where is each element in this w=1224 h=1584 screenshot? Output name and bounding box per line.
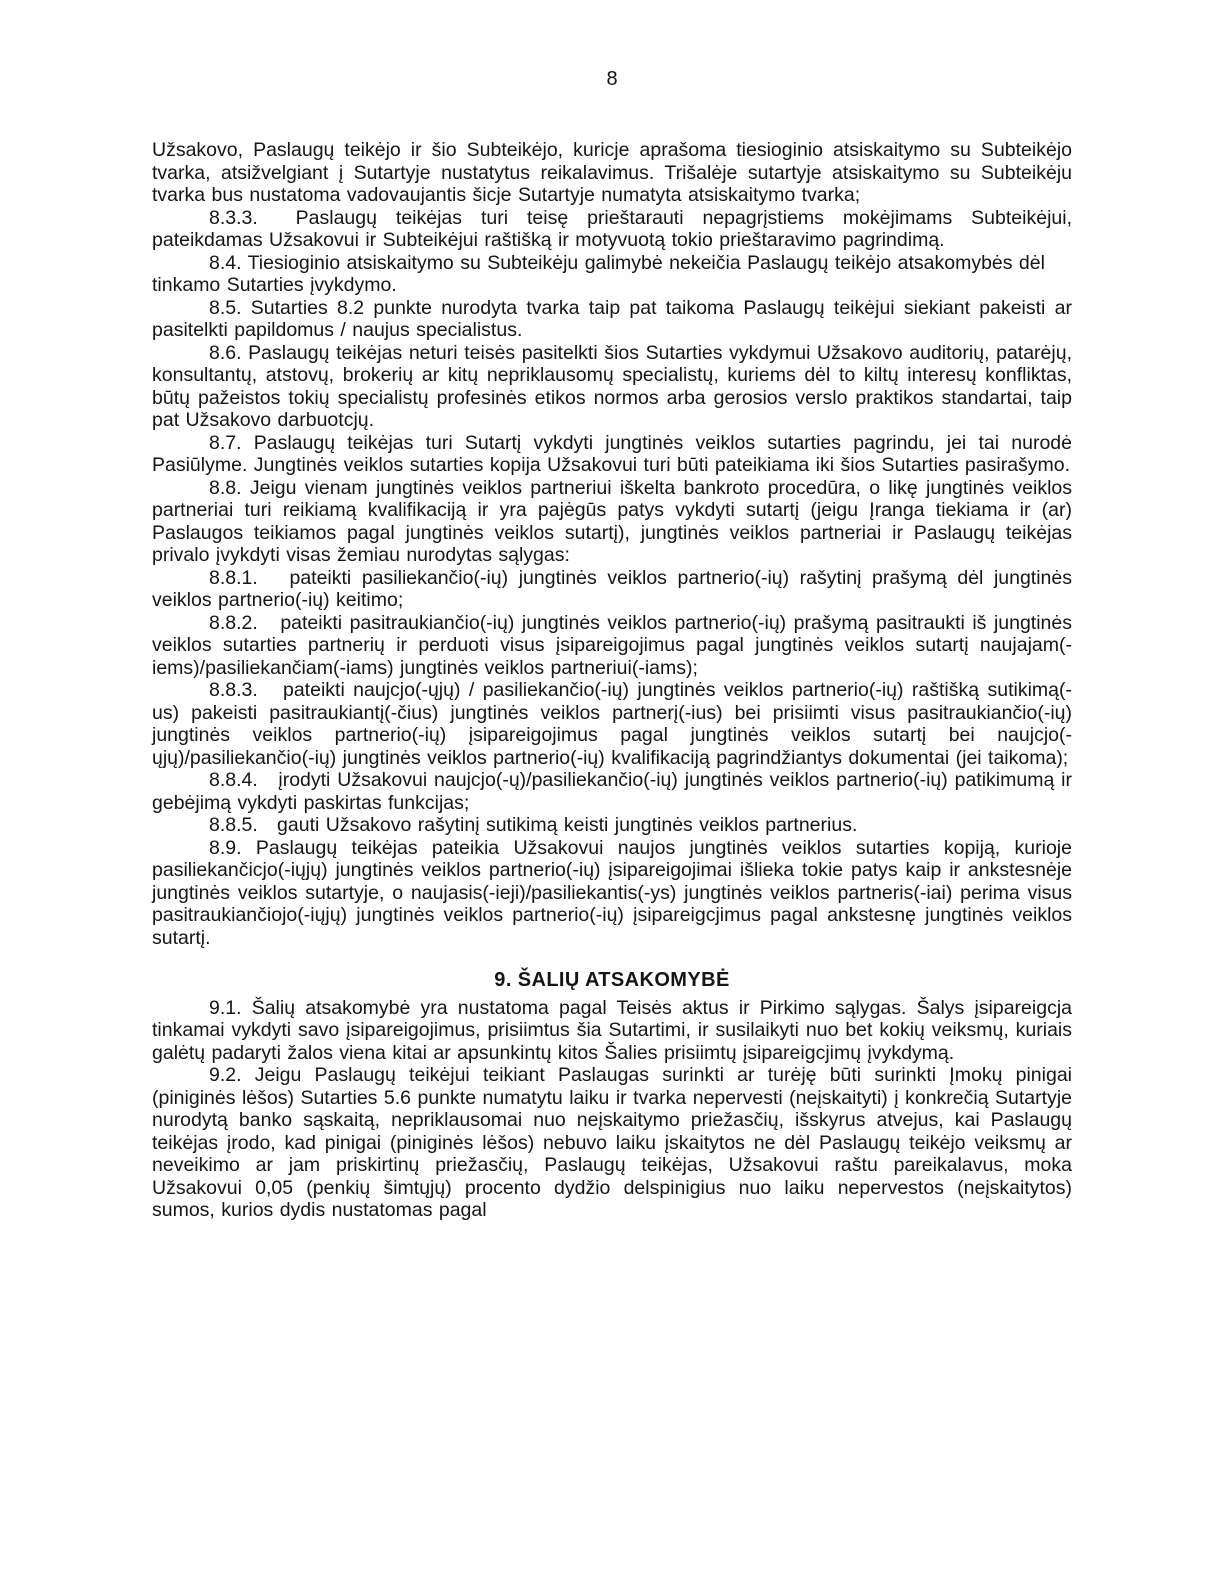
paragraph-continuation: Užsakovo, Paslaugų teikėjo ir šio Subteikėjo, kuricje aprašoma tiesioginio atsiskaitymo su Subteikėjo tvarka, atsižvelgiant į Sutartyje nustatytus reikalavimus. Trišalėje sutartyje atsiskaitymo su Subteikėju tvarka bus nustatoma vadovaujantis šicje Sutartyje numatyta atsiskaitymo tvarka; [152, 139, 1072, 206]
document-body [152, 139, 1072, 1222]
paragraph-9-2: 9.2. Jeigu Paslaugų teikėjui teikiant Paslaugas surinkti ar turėję būti surinkti Įmokų pinigai (piniginės lėšos) Sutarties 5.6 punkte numatytu laiku ir tvarka nepervesti (neįskaityti) į konkrečią Sutartyje nurodytą banko sąskaitą, nepriklausomai nuo neįskaitymo priežasčių, išskyrus atvejus, kai Paslaugų teikėjas įrodo, kad pinigai (piniginės lėšos) nebuvo laiku įskaitytos ne dėl Paslaugų teikėjo veiksmų ar neveikimo ar jam priskirtinų priežasčių, Paslaugų teikėjas, Užsakovui raštu pareikalavus, moka Užsakovui 0,05 (penkių šimtųjų) procento dydžio delspinigius nuo laiku nepervestos (neįskaitytos) sumos, kurios dydis nustatomas pagal [152, 1064, 1072, 1221]
paragraph-8-8-3: 8.8.3. pateikti naujcjo(-ųjų) / pasiliekančio(-ių) jungtinės veiklos partnerio(-ių) raštišką sutikimą(-us) pakeisti pasitraukiantį(-čius) jungtinės veiklos partnerį(-ius) bei prisiimti visus pasitraukiančio(-ių) jungtinės veiklos partnerio(-ių) įsipareigojimus pagal jungtinės veiklos sutartį bei naujcjo(-ųjų)/pasiliekančio(-ių) jungtinės veiklos partnerio(-ių) kvalifikaciją pagrindžiantys dokumentai (jei taikoma); [152, 679, 1072, 769]
paragraph-8-7: 8.7. Paslaugų teikėjas turi Sutartį vykdyti jungtinės veiklos sutarties pagrindu, jei tai nurodė Pasiūlyme. Jungtinės veiklos sutarties kopija Užsakovui turi būti pateikiama iki šios Sutarties pasirašymo. [152, 431, 1072, 476]
paragraph-8-8-4: 8.8.4. įrodyti Užsakovui naujcjo(-ų)/pasiliekančio(-ių) jungtinės veiklos partnerio(-ių) patikimumą ir gebėjimą vykdyti paskirtas funkcijas; [152, 769, 1072, 814]
paragraph-8-8-1: 8.8.1. pateikti pasiliekančio(-ių) jungtinės veiklos partnerio(-ių) rašytinį prašymą dėl jungtinės veiklos partnerio(-ių) keitimo; [152, 566, 1072, 611]
page-number: 8 [606, 68, 618, 90]
paragraph-8-8-2: 8.8.2. pateikti pasitraukiančio(-ių) jungtinės veiklos partnerio(-ių) prašymą pasitraukti iš jungtinės veiklos sutarties partnerių ir perduoti visus įsipareigojimus pagal jungtinės veiklos sutartį naujajam(-iems)/pasiliekančiam(-iams) jungtinės veiklos partneriui(-iams); [152, 611, 1072, 679]
paragraph-8-5: 8.5. Sutarties 8.2 punkte nurodyta tvarka taip pat taikoma Paslaugų teikėjui siekiant pakeisti ar pasitelkti papildomus / naujus specialistus. [152, 296, 1072, 341]
paragraph-8-4: 8.4. Tiesioginio atsiskaitymo su Subteikėju galimybė nekeičia Paslaugų teikėjo atsakomybės dėl tinkamo Sutarties įvykdymo. [152, 251, 1045, 296]
section-9-heading: 9. ŠALIŲ ATSAKOMYBĖ [494, 969, 730, 991]
paragraph-8-6: 8.6. Paslaugų teikėjas neturi teisės pasitelkti šios Sutarties vykdymui Užsakovo auditorių, patarėjų, konsultantų, atstovų, brokerių ar kitų nepriklausomų specialistų, kuriems dėl to kiltų interesų konfliktas, būtų pažeistos tokių specialistų profesinės etikos normos arba gerosios verslo praktikos standartai, taip pat Užsakovo darbuotcjų. [152, 341, 1072, 431]
paragraph-9-1: 9.1. Šalių atsakomybė yra nustatoma pagal Teisės aktus ir Pirkimo sąlygas. Šalys įsipareigcja tinkamai vykdyti savo įsipareigojimus, prisiimtus šia Sutartimi, ir susilaikyti nuo bet kokių veiksmų, kuriais galėtų padaryti žalos viena kitai ar apsunkintų kitos Šalies prisiimtų įsipareigcjimų įvykdymą. [152, 996, 1072, 1064]
paragraph-8-3-3: 8.3.3. Paslaugų teikėjas turi teisę prieštarauti nepagrįstiems mokėjimams Subteikėjui, pateikdamas Užsakovui ir Subteikėjui raštišką ir motyvuotą tokio prieštaravimo pagrindimą. [152, 206, 1072, 251]
paragraph-8-8-5: 8.8.5. gauti Užsakovo rašytinį sutikimą keisti jungtinės veiklos partnerius. [209, 814, 858, 836]
paragraph-8-9: 8.9. Paslaugų teikėjas pateikia Užsakovui naujos jungtinės veiklos sutarties kopiją, kurioje pasiliekančicjo(-iųjų) jungtinės veiklos partnerio(-ių) įsipareigojimai išlieka tokie patys kaip ir ankstesnėje jungtinės veiklos sutartyje, o naujasis(-ieji)/pasiliekantis(-ys) jungtinės veiklos partneris(-iai) perima visus pasitraukiančiojo(-iųjų) jungtinės veiklos partnerio(-ių) įsipareigcjimus pagal ankstesnę jungtinės veiklos sutartį. [152, 836, 1072, 949]
paragraph-8-8: 8.8. Jeigu vienam jungtinės veiklos partneriui iškelta bankroto procedūra, o likę jungtinės veiklos partneriai turi reikiamą kvalifikaciją ir yra pajėgūs patys vykdyti sutartį (jeigu Įranga tiekiama ir (ar) Paslaugos teikiamos pagal jungtinės veiklos sutartį), jungtinės veiklos partneriai ir Paslaugų teikėjas privalo įvykdyti visas žemiau nurodytas sąlygas: [152, 476, 1072, 566]
